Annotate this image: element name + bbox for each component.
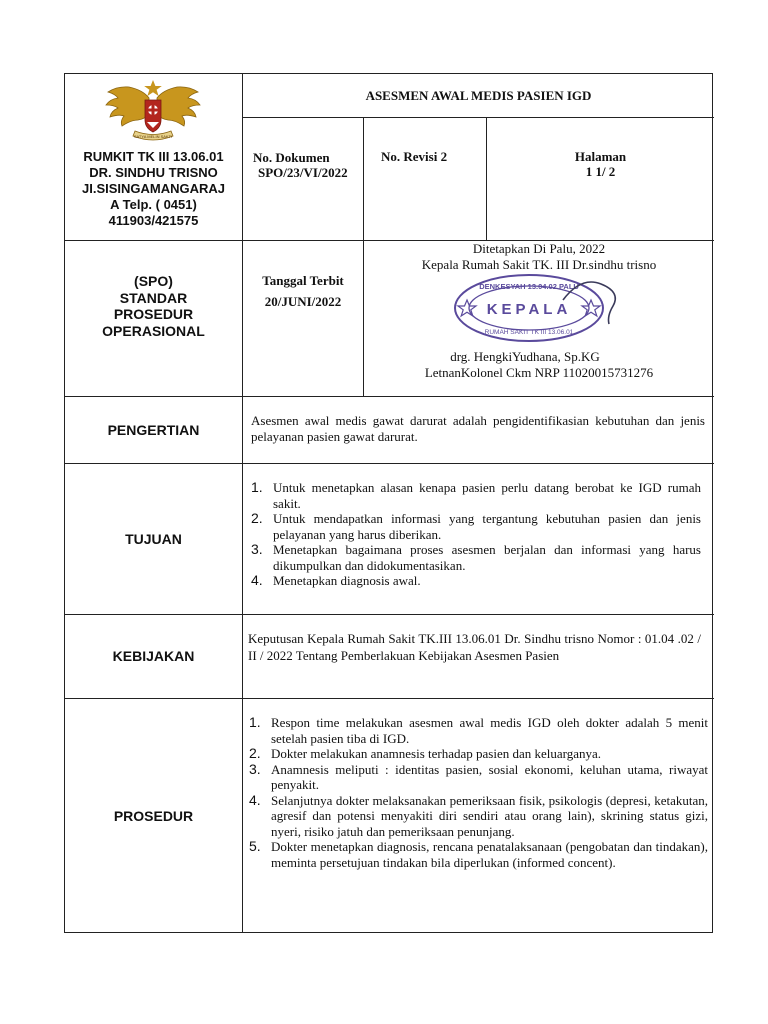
tujuan-label: TUJUAN (125, 531, 182, 547)
no-revisi: No. Revisi 2 (381, 149, 448, 164)
no-dokumen (253, 150, 365, 180)
list-number: 1. (251, 479, 263, 495)
row-divider-spo (65, 396, 714, 397)
list-item (245, 511, 701, 542)
list-text: Selanjutnya dokter melaksanakan pemeriksaan fisik, psikologis (depresi, ketakutan, agresif dan potensi menyakiti diri sendiri atau orang lain), skrining status gizi, nyeri, risiko jatuh dan pemeriksaan penunjang. (271, 792, 708, 839)
list-item (243, 839, 708, 870)
logo-banner-text: SATYA MELIN SAKTI (133, 134, 173, 139)
stamp-bottom-text: RUMAH SAKIT TK III 13.06.01 (484, 329, 574, 336)
column-divider-revisi (486, 117, 487, 241)
hospital-line: RUMKIT TK III 13.06.01 (83, 149, 224, 164)
garuda-emblem-icon (103, 78, 203, 146)
list-number: 4. (251, 572, 263, 588)
row-divider-pengertian (65, 463, 714, 464)
list-item (243, 746, 708, 762)
list-text: Untuk mendapatkan informasi yang tergantung kebutuhan pasien dan jenis pelayanan yang harus diberikan. (273, 511, 701, 542)
kebijakan-text: Keputusan Kepala Rumah Sakit TK.III 13.06.01 Dr. Sindhu trisno Nomor : 01.04 .02 / II / 2022 Tentang Pemberlakuan Kebijakan Asesmen Pasien (248, 631, 701, 663)
list-text: Dokter menetapkan diagnosis, rencana penatalaksanaan (pengobatan dan tindakan), meminta persetujuan tindakan bila diperlukan (informed concent). (271, 839, 708, 870)
row-divider-title (243, 117, 714, 118)
prosedur-list (243, 715, 708, 870)
stamp-seal-icon (451, 270, 631, 344)
halaman-value: 1 1/ 2 (585, 164, 616, 179)
row-divider-kebijakan (65, 698, 714, 699)
list-number: 5. (249, 838, 261, 854)
spo-document-table (64, 73, 713, 933)
list-number: 3. (251, 541, 263, 557)
prosedur-label: PROSEDUR (113, 808, 194, 824)
halaman-label: Halaman (574, 149, 627, 164)
tanggal-value: 20/JUNI/2022 (264, 294, 342, 309)
hospital-line: 411903/421575 (108, 213, 199, 228)
ditetapkan-text: Ditetapkan Di Palu, 2022 (472, 241, 606, 256)
list-text: Anamnesis meliputi : identitas pasien, sosial ekonomi, keluhan utama, riwayat penyakit. (271, 761, 708, 792)
list-number: 3. (249, 760, 261, 777)
list-item (245, 573, 701, 589)
list-text: Menetapkan bagaimana proses asesmen berjalan dan informasi yang harus dikumpulkan dan didokumentasikan. (273, 542, 701, 573)
official-stamp (451, 270, 631, 344)
signer-rank: LetnanKolonel Ckm NRP 11020015731276 (424, 365, 654, 380)
hospital-line: JI.SISINGAMANGARAJ (81, 181, 226, 196)
hospital-line: DR. SINDHU TRISNO (89, 165, 218, 180)
stamp-center-text: KEPALA (486, 301, 572, 318)
signer-name: drg. HengkiYudhana, Sp.KG (450, 349, 600, 364)
spo-label-line: OPERASIONAL (102, 322, 205, 339)
spo-label-line: PROSEDUR (113, 306, 194, 322)
list-text: Untuk menetapkan alasan kenapa pasien perlu datang berobat ke IGD rumah sakit. (273, 480, 701, 511)
spo-label-line: (SPO) (134, 273, 173, 289)
pengertian-text: Asesmen awal medis gawat darurat adalah pengidentifikasian kebutuhan dan jenis pelayanan pasien gawat darurat. (251, 413, 705, 444)
kebijakan-label: KEBIJAKAN (112, 648, 195, 664)
list-item (243, 715, 708, 746)
no-dokumen-label: No. Dokumen (253, 150, 330, 165)
hospital-line: A Telp. ( 0451) (110, 197, 197, 212)
list-item (243, 762, 708, 793)
list-number: 2. (251, 510, 263, 526)
list-number: 1. (249, 714, 261, 730)
tujuan-list (245, 480, 701, 589)
stamp-top-text: DENKESYAH 13.04.02 PALU (479, 282, 579, 291)
tanggal-terbit (243, 270, 363, 312)
document-title: ASESMEN AWAL MEDIS PASIEN IGD (365, 87, 592, 103)
approval-block (364, 240, 714, 273)
row-divider-tujuan (65, 614, 714, 615)
hospital-identity (65, 149, 242, 229)
hospital-logo (103, 78, 203, 146)
list-item (245, 542, 701, 573)
tanggal-label: Tanggal Terbit (262, 273, 344, 288)
kepala-title: Kepala Rumah Sakit TK. III Dr.sindhu trisno (421, 257, 657, 272)
signer-block (364, 349, 714, 381)
list-text: Menetapkan diagnosis awal. (273, 573, 421, 588)
list-number: 2. (249, 745, 261, 761)
list-text: Respon time melakukan asesmen awal medis IGD oleh dokter adalah 5 menit setelah pasien tiba di IGD. (271, 715, 708, 746)
list-text: Dokter melakukan anamnesis terhadap pasien dan keluarganya. (271, 746, 602, 761)
no-dokumen-value: SPO/23/VI/2022 (258, 165, 348, 180)
spo-label (65, 273, 242, 339)
pengertian-label: PENGERTIAN (107, 422, 200, 438)
list-number: 4. (249, 791, 261, 808)
list-item (245, 480, 701, 511)
list-item (243, 793, 708, 840)
spo-label-line: STANDAR (119, 289, 188, 306)
halaman (487, 149, 714, 179)
